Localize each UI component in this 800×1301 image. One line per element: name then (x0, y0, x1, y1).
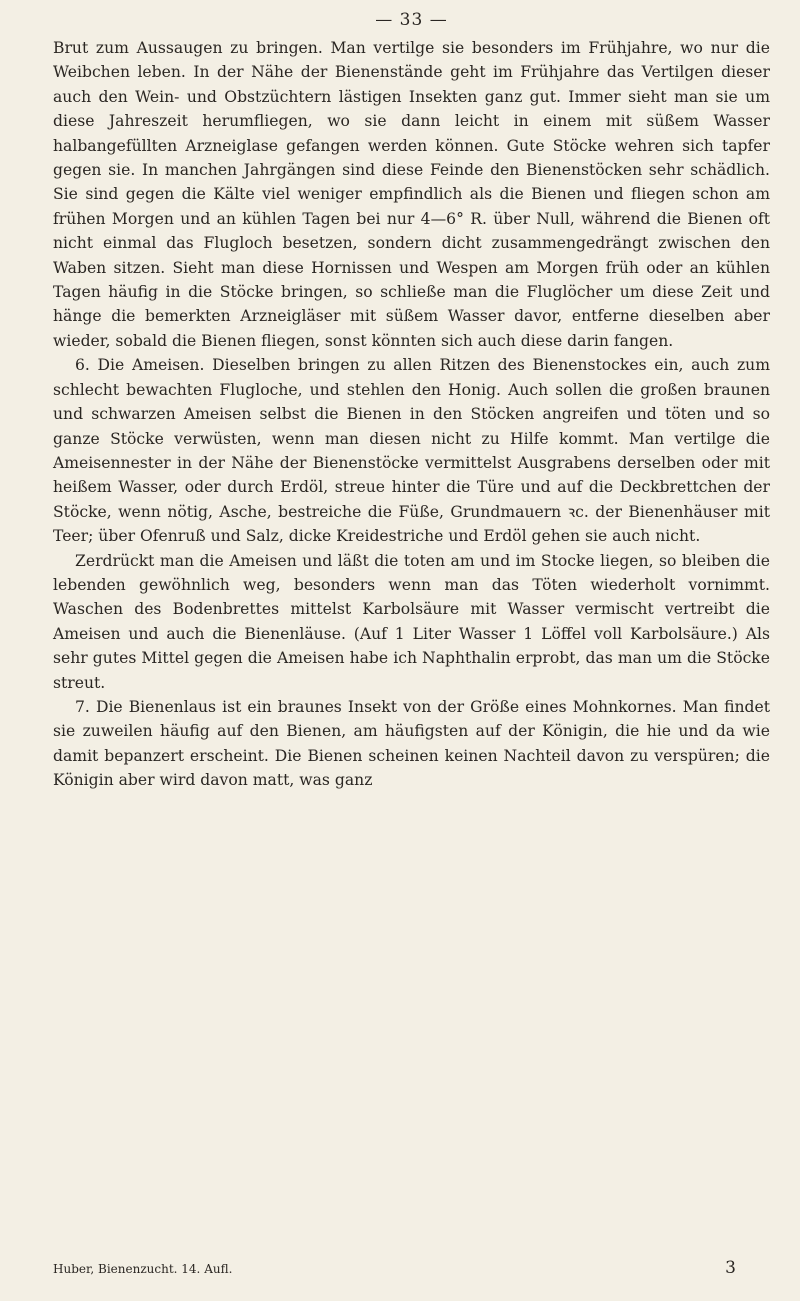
page-number-header: — 33 — (375, 10, 448, 30)
paragraph-ants: 6. Die Ameisen. Dieselben bringen zu allen Ritzen des Bienenstockes ein, auch zum schlecht bewachten Flugloche, und stehlen den Honig. Auch sollen die großen braunen und schwarzen Ameisen selbst die Bienen in den Stöcken angreifen und töten und so ganze Stöcke verwüsten, wenn man diesen nicht zu Hilfe kommt. Man vertilge die Ameisennester in der Nähe der Bienenstöcke vermittelst Ausgrabens derselben oder mit heißem Wasser, oder durch Erdöl, streue hinter die Türe und auf die Deckbrettchen der Stöcke, wenn nötig, Asche, bestreiche die Füße, Grundmauern ꝛc. der Bienenhäuser mit Teer; über Ofenruß und Salz, dicke Kreidestriche und Erdöl gehen sie auch nicht. (53, 356, 770, 546)
body-text (53, 36, 770, 793)
paragraph-ants-remedies: Zerdrückt man die Ameisen und läßt die toten am und im Stocke liegen, so bleiben die lebenden gewöhnlich weg, besonders wenn man das Töten wiederholt vornimmt. Waschen des Bodenbrettes mittelst Karbolsäure mit Wasser vermischt vertreibt die Ameisen und auch die Bienenläuse. (Auf 1 Liter Wasser 1 Löffel voll Karbolsäure.) Als sehr gutes Mittel gegen die Ameisen habe ich Naphthalin erprobt, das man um die Stöcke streut. (53, 551, 770, 692)
page-footer (53, 1258, 770, 1278)
paragraph-hornets-continued: Brut zum Aussaugen zu bringen. Man vertilge sie besonders im Frühjahre, wo nur die Weibchen leben. In der Nähe der Bienenstände geht im Frühjahre das Vertilgen dieser auch den Wein- und Obstzüchtern lästigen Insekten ganz gut. Immer sieht man sie um diese Jahreszeit herumfliegen, wo sie dann leicht in einem mit süßem Wasser halbangefüllten Arzneiglase gefangen werden können. Gute Stöcke wehren sich tapfer gegen sie. In manchen Jahrgängen sind diese Feinde den Bienenstöcken sehr schädlich. Sie sind gegen die Kälte viel weniger empfindlich als die Bienen und fliegen schon am frühen Morgen und an kühlen Tagen bei nur 4—6° R. über Null, während die Bienen oft nicht einmal das Flugloch besetzen, sondern dicht zusammengedrängt zwischen den Waben sitzen. Sieht man diese Hornissen und Wespen am Morgen früh oder an kühlen Tagen häufig in die Stöcke bringen, so schließe man die Fluglöcher um diese Zeit und hänge die bemerkten Arzneigläser mit süßem Wasser davor, entferne dieselben aber wieder, sobald die Bienen fliegen, sonst könnten sich auch diese darin fangen. (53, 39, 770, 350)
signature-mark: 3 (725, 1258, 736, 1278)
paragraph-bee-louse: 7. Die Bienenlaus ist ein braunes Insekt von der Größe eines Mohnkornes. Man findet sie zuweilen häufig auf den Bienen, am häufigsten auf der Königin, die hie und da wie damit bepanzert erscheint. Die Bienen scheinen keinen Nachteil davon zu verspüren; die Königin aber wird davon matt, was ganz (53, 697, 770, 790)
footer-imprint: Huber, Bienenzucht. 14. Aufl. (53, 1262, 233, 1276)
